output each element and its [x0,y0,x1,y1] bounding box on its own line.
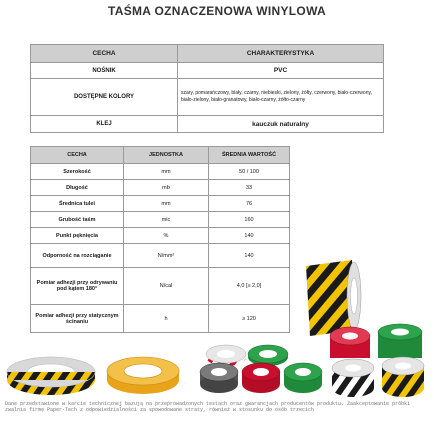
feature-cell: Pomiar adhezji przy statycznym ścinaniu [31,305,124,333]
table-row [31,196,290,212]
row-value: szary, pomarańczowy, biały, czarny, niebieski, zielony, żółty, czerwony, biało-czerwony, biało-zielony, biało-granatowy, biało-czarny, żółto-czarny [178,79,384,116]
feature-cell: Punkt pęknięcia [31,228,124,244]
value-cell: 140 [209,244,290,268]
table-row [31,244,290,268]
feature-cell: Średnica tulei [31,196,124,212]
row-value: kauczuk naturalny [178,116,384,133]
table-row [31,164,290,180]
value-cell: 4,0 [≥ 2,0] [209,268,290,305]
feature-cell: Odporność na rozciąganie [31,244,124,268]
feature-cell: Szerokość [31,164,124,180]
value-cell: ≥ 120 [209,305,290,333]
unit-cell: mm [124,196,209,212]
color-tape-rolls-image [326,322,430,402]
table-row [31,63,384,79]
row-label: KLEJ [31,116,178,133]
unit-cell: % [124,228,209,244]
row-label: NOŚNIK [31,63,178,79]
page-title: TAŚMA OZNACZENOWA WINYLOWA [108,4,326,18]
table-row [31,116,384,133]
characteristics-table [30,44,384,133]
col-header-characteristic: CHARAKTERYSTYKA [178,45,384,63]
unit-cell: mb [124,180,209,196]
row-value: PVC [178,63,384,79]
table-row [31,212,290,228]
value-cell: 33 [209,180,290,196]
unit-cell: mm [124,164,209,180]
col-header-unit: JEDNOSTKA [124,147,209,164]
table-row [31,268,290,305]
color-tape-rolls-image [196,342,326,400]
value-cell: 140 [209,228,290,244]
value-cell: 50 / 100 [209,164,290,180]
col-header-feature: CECHA [31,147,124,164]
table-row [31,180,290,196]
unit-cell: N/cal [124,268,209,305]
value-cell: 160 [209,212,290,228]
unit-cell: mic [124,212,209,228]
value-cell: 76 [209,196,290,212]
row-label: DOSTĘPNE KOLORY [31,79,178,116]
feature-cell: Pomiar adhezji przy odrywaniu pod kątem 180° [31,268,124,305]
disclaimer-text: Dane przedstawione w karcie technicznej bazują na przeprowadzonych testach oraz gwarancjach producentów produktu. Zaakceptowanie próbki zwalnia firmę Paper-Tech z odpowiedzialności za spowodowane straty, również w stosunku do osób trzecich [5,401,411,413]
feature-cell: Długość [31,180,124,196]
parameters-table [30,146,290,333]
unit-cell: h [124,305,209,333]
unit-cell: N/mm² [124,244,209,268]
table-row [31,305,290,333]
col-header-average: ŚREDNIA WARTOŚĆ [209,147,290,164]
table-row [31,79,384,116]
hazard-tape-roll-image [3,353,99,399]
yellow-tape-roll-image [103,353,183,399]
feature-cell: Grubość taśm [31,212,124,228]
table-row [31,228,290,244]
col-header-feature: CECHA [31,45,178,63]
